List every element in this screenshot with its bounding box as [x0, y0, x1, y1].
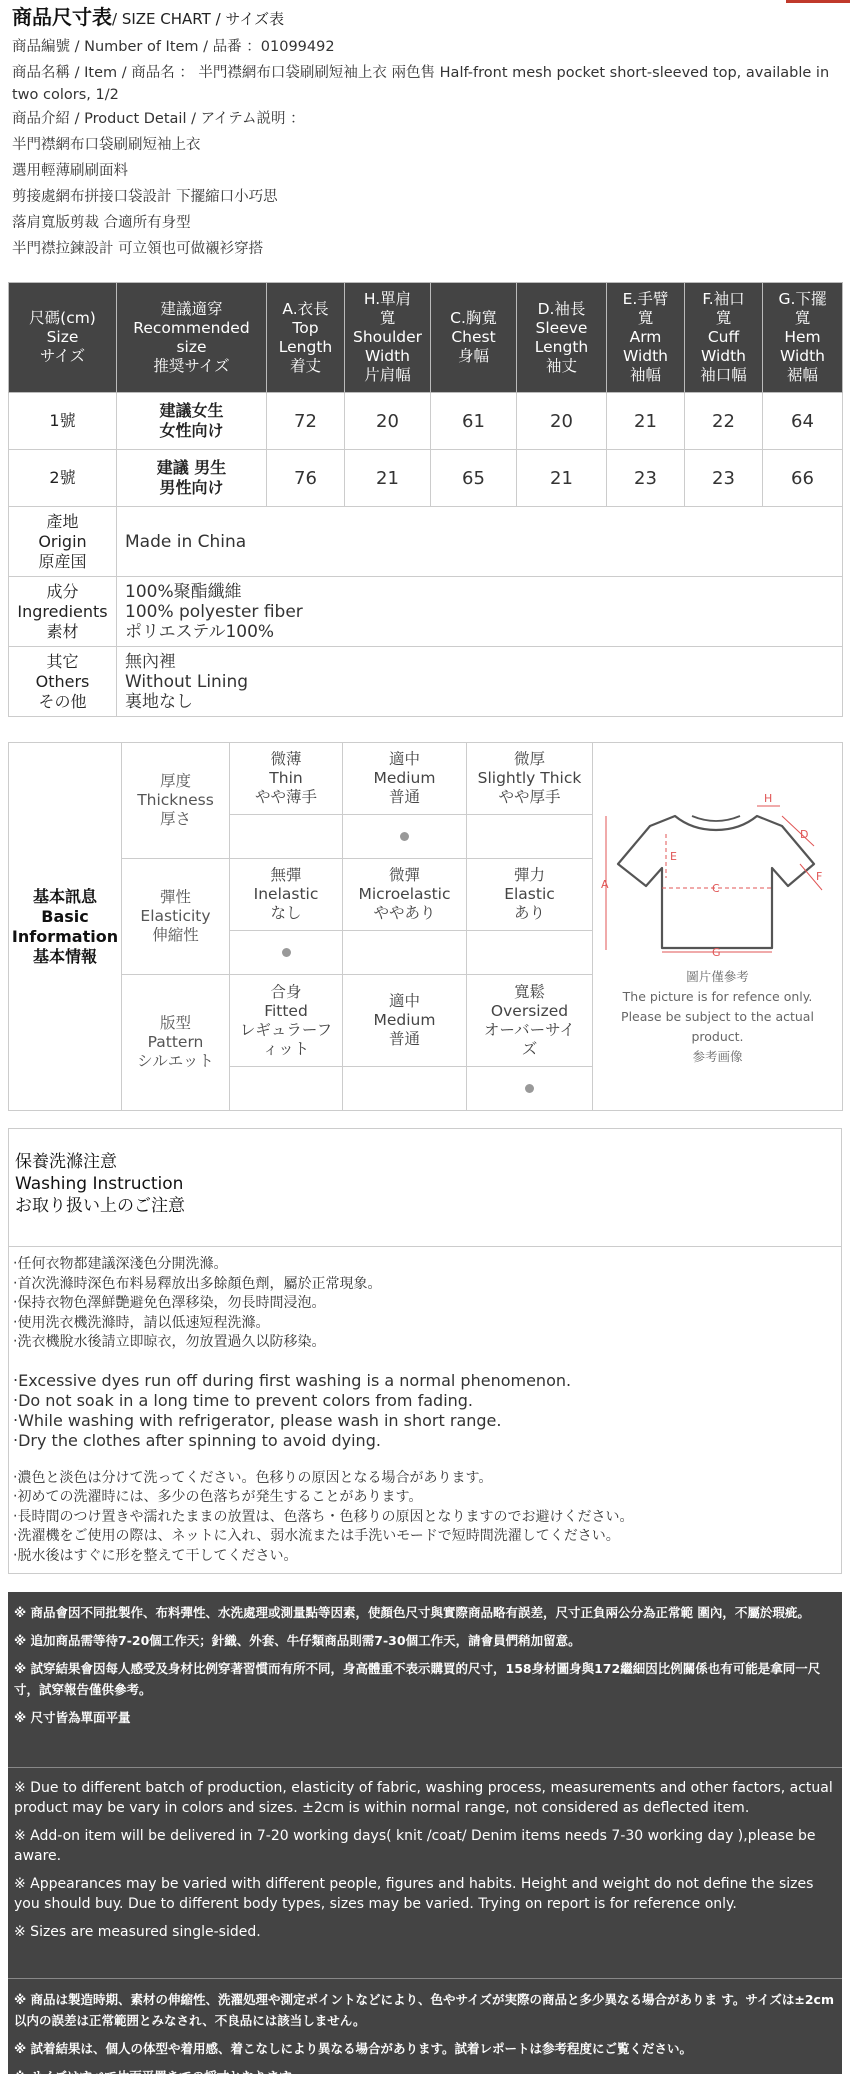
value-cell: 20 — [517, 393, 607, 450]
washing-body — [9, 1247, 841, 1566]
note-item: ※ Add-on item will be delivered in 7-20 working days( knit /coat/ Denim items needs 7-30 working day ),please be aware. — [14, 1828, 816, 1864]
value-cell: 21 — [345, 450, 431, 507]
notes-zh — [8, 1592, 842, 1768]
value-cell: 20 — [345, 393, 431, 450]
size-cell: 2號 — [9, 450, 117, 507]
table-row — [9, 393, 843, 450]
origin-value: Made in China — [117, 507, 843, 577]
note-item: ※ 尺寸皆為單面平量 — [14, 1710, 131, 1725]
wash-zh-line: ‧首次洗滌時深色布料易釋放出多餘顏色劑，屬於正常現象。 — [13, 1275, 382, 1292]
wash-zh-line: ‧任何衣物都建議深淺色分開洗滌。 — [13, 1256, 228, 1272]
note-item: ※ サイズはすべて片面平置きでの採寸となります。 — [14, 2069, 304, 2084]
item-name: 商品名稱 / Item / 商品名 ： 半門襟網布口袋刷刷短袖上衣 兩色售 Half-front mesh pocket short-sleeved top, available in two colors, 1/2 — [12, 65, 830, 103]
page-title — [12, 0, 840, 34]
value-cell: 23 — [685, 450, 763, 507]
thickness-label: 厚度 Thickness 厚さ — [122, 743, 230, 859]
figure-note: 圖片僅參考 The picture is for refence only. Please be subject to the actual product. 参考画像 — [621, 969, 814, 1064]
figure-letter-d: D — [799, 828, 808, 841]
recommend-cell: 建議女生 女性向け — [117, 393, 267, 450]
others-label: 其它 Others その他 — [9, 647, 117, 717]
pattern-dot-fitted — [230, 1067, 343, 1111]
col-shoulder: H.單肩 寬 Shoulder Width 片肩幅 — [345, 283, 431, 393]
ingredients-value: 100%聚酯纖維 100% polyester fiber ポリエステル100% — [117, 577, 843, 647]
pattern-option-medium: 適中 Medium 普通 — [343, 975, 467, 1067]
origin-label: 產地 Origin 原産国 — [9, 507, 117, 577]
others-row — [9, 647, 843, 717]
elasticity-dot-elastic — [467, 931, 593, 975]
selected-dot-icon — [400, 832, 409, 841]
pattern-dot-oversized — [467, 1067, 593, 1111]
note-item: ※ Due to different batch of production, elasticity of fabric, washing process, measurements and other factors, actual product may be vary in colors and sizes. ±2cm is within normal range, not considered as deflected item. — [14, 1780, 833, 1816]
value-cell: 21 — [517, 450, 607, 507]
value-cell: 65 — [431, 450, 517, 507]
note-item: ※ 商品は製造時期、素材の伸縮性、洗濯処理や測定ポイントなどにより、色やサイズが実際の商品と多少異なる場合がありま す。サイズは±2cm以内の誤差は正常範囲とみなされ、不良品には該当しません。 — [14, 1992, 834, 2028]
size-table-header — [9, 283, 843, 393]
thickness-option-medium: 適中 Medium 普通 — [343, 743, 467, 815]
notes-en — [8, 1768, 842, 1979]
pattern-option-oversized: 寬鬆 Oversized オーバーサイ ズ — [467, 975, 593, 1067]
pattern-label: 版型 Pattern シルエット — [122, 975, 230, 1111]
note-item: ※ Sizes are measured single-sided. — [14, 1924, 261, 1940]
elasticity-option-inelastic: 無彈 Inelastic なし — [230, 859, 343, 931]
detail-line: 選用輕薄刷刷面料 — [12, 163, 128, 179]
wash-jp-line: ‧洗濯機をご使用の際は、ネットに入れ、弱水流または手洗いモードで短時間洗濯してください。 — [13, 1528, 620, 1544]
size-cell: 1號 — [9, 393, 117, 450]
col-arm: E.手臂 寬 Arm Width 袖幅 — [607, 283, 685, 393]
detail-line: 半門襟拉鍊設計 可立領也可做襯衫穿搭 — [12, 241, 264, 257]
wash-en-line: ‧Do not soak in a long time to prevent colors from fading. — [13, 1390, 474, 1410]
pattern-option-fitted: 合身 Fitted レギュラーフ ィット — [230, 975, 343, 1067]
value-cell: 72 — [267, 393, 345, 450]
wash-jp-line: ‧長時間のつけ置きや濡れたままの放置は、色落ち・色移りの原因となりますのでお避けください。 — [13, 1508, 634, 1525]
basic-info-table — [8, 742, 843, 1111]
value-cell: 21 — [607, 393, 685, 450]
value-cell: 64 — [763, 393, 843, 450]
ingredients-label: 成分 Ingredients 素材 — [9, 577, 117, 647]
col-size: 尺碼(cm) Size サイズ — [9, 283, 117, 393]
elasticity-label: 彈性 Elasticity 伸縮性 — [122, 859, 230, 975]
figure-letter-a: A — [600, 878, 609, 891]
thickness-option-thin: 微薄 Thin やや薄手 — [230, 743, 343, 815]
note-item: ※ Appearances may be varied with different people, figures and habits. Height and weight do not define the sizes you should buy. Due to different body types, sizes may be varied. Trying on report is for reference only. — [14, 1876, 814, 1912]
selected-dot-icon — [525, 1084, 534, 1093]
wash-zh-line: ‧保持衣物色澤鮮艷避免色澤移染，勿長時間浸泡。 — [13, 1295, 326, 1311]
wash-zh-line: ‧使用洗衣機洗滌時，請以低速短程洗滌。 — [13, 1314, 270, 1331]
product-info — [12, 0, 840, 262]
wash-zh-line: ‧洗衣機脫水後請立即晾衣，勿放置過久以防移染。 — [13, 1334, 326, 1350]
detail-line: 剪接處網布拼接口袋設計 下擺縮口小巧思 — [12, 189, 278, 205]
thickness-dot-thin — [230, 815, 343, 859]
ingredients-row — [9, 577, 843, 647]
col-recommended: 建議適穿 Recommended size 推奨サイズ — [117, 283, 267, 393]
selected-dot-icon — [282, 948, 291, 957]
measurement-figure — [593, 743, 843, 1111]
elasticity-dot-micro — [343, 931, 467, 975]
note-item: ※ 商品會因不同批製作、布料彈性、水洗處理或測量點等因素，使顏色尺寸與實際商品略有誤差，尺寸正負兩公分為正常範 圍內，不屬於瑕疵。 — [14, 1605, 810, 1620]
others-value: 無內裡 Without Lining 裏地なし — [117, 647, 843, 717]
figure-letter-c: C — [711, 882, 720, 895]
table-row — [9, 450, 843, 507]
col-cuff: F.袖口 寬 Cuff Width 袖口幅 — [685, 283, 763, 393]
figure-letter-g: G — [711, 946, 721, 959]
wash-en-line: ‧While washing with refrigerator, please wash in short range. — [13, 1410, 502, 1430]
tshirt-diagram-icon — [600, 786, 836, 959]
value-cell: 76 — [267, 450, 345, 507]
figure-letter-h: H — [763, 792, 772, 805]
origin-row — [9, 507, 843, 577]
washing-title: 保養洗滌注意 Washing Instruction お取り扱い上のご注意 — [9, 1129, 841, 1247]
elasticity-dot-inelastic — [230, 931, 343, 975]
value-cell: 66 — [763, 450, 843, 507]
col-length: A.衣長 Top Length 着丈 — [267, 283, 345, 393]
recommend-cell: 建議 男生 男性向け — [117, 450, 267, 507]
elasticity-option-elastic: 彈力 Elastic あり — [467, 859, 593, 931]
note-item: ※ 追加商品需等待7-20個工作天；針織、外套、牛仔類商品則需7-30個工作天，請會員們稍加留意。 — [14, 1633, 581, 1648]
figure-letter-f: F — [815, 870, 822, 883]
col-hem: G.下擺 寬 Hem Width 裾幅 — [763, 283, 843, 393]
size-table — [8, 282, 843, 717]
note-item: ※ 試着結果は、個人の体型や着用感、着こなしにより異なる場合があります。試着レポートは参考程度にご覧ください。 — [14, 2041, 693, 2056]
thickness-dot-thick — [467, 815, 593, 859]
wash-en-line: ‧Excessive dyes run off during first washing is a normal phenomenon. — [13, 1370, 572, 1390]
washing-instruction — [8, 1128, 842, 1574]
thickness-dot-medium — [343, 815, 467, 859]
elasticity-option-micro: 微彈 Microelastic ややあり — [343, 859, 467, 931]
pattern-dot-medium — [343, 1067, 467, 1111]
basic-info-label: 基本訊息 Basic Information 基本情報 — [9, 743, 122, 1111]
value-cell: 61 — [431, 393, 517, 450]
value-cell: 22 — [685, 393, 763, 450]
wash-en-line: ‧Dry the clothes after spinning to avoid dying. — [13, 1430, 381, 1450]
title-main: 商品尺寸表 — [12, 5, 112, 29]
wash-jp-line: ‧初めての洗濯時には、多少の色落ちが発生することがあります。 — [13, 1489, 423, 1505]
item-number: 商品編號 / Number of Item / 品番 ：01099492 — [12, 39, 335, 55]
note-item: ※ 試穿結果會因每人感受及身材比例穿著習慣而有所不同，身高體重不表示購買的尺寸，158身材圖身與172繼細因比例關係也有可能是拿同一尺寸，試穿報告僅供參考。 — [14, 1661, 821, 1697]
wash-jp-line: ‧脱水後はすぐに形を整えて干してください。 — [13, 1547, 298, 1564]
notes-panel — [8, 1592, 842, 2084]
detail-line: 落肩寬版剪裁 合適所有身型 — [12, 215, 191, 231]
thickness-option-thick: 微厚 Slightly Thick やや厚手 — [467, 743, 593, 815]
col-sleeve: D.袖長 Sleeve Length 袖丈 — [517, 283, 607, 393]
value-cell: 23 — [607, 450, 685, 507]
notes-jp — [8, 1979, 842, 2100]
detail-label: 商品介紹 / Product Detail / アイテム説明 ： — [12, 111, 305, 127]
wash-jp-line: ‧濃色と淡色は分けて洗ってください。色移りの原因となる場合があります。 — [13, 1469, 493, 1486]
detail-line: 半門襟網布口袋刷刷短袖上衣 — [12, 137, 201, 153]
col-chest: C.胸寬 Chest 身幅 — [431, 283, 517, 393]
title-sub: / SIZE CHART / サイズ表 — [112, 10, 285, 28]
figure-letter-e: E — [669, 850, 677, 863]
